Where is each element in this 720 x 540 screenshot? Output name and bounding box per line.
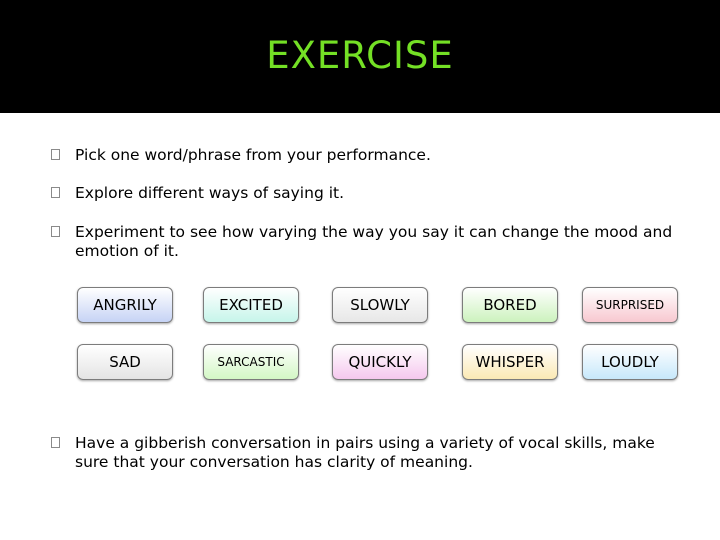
bullet-item xyxy=(51,223,691,261)
word-box-sad: SAD xyxy=(77,344,173,380)
bullet-text: Explore different ways of saying it. xyxy=(75,184,345,202)
word-box-angrily: ANGRILY xyxy=(77,287,173,323)
bullet-item xyxy=(51,184,691,203)
word-box-excited: EXCITED xyxy=(203,287,299,323)
word-box-whisper: WHISPER xyxy=(462,344,558,380)
bullet-text: Have a gibberish conversation in pairs using a variety of vocal skills, make sure that your conversation has clarity of meaning. xyxy=(75,434,655,471)
word-box-surprised: SURPRISED xyxy=(582,287,678,323)
bullet-text: Experiment to see how varying the way you say it can change the mood and emotion of it. xyxy=(75,223,673,260)
bullet-text: Pick one word/phrase from your performance. xyxy=(75,146,431,164)
word-box-quickly: QUICKLY xyxy=(332,344,428,380)
word-box-slowly: SLOWLY xyxy=(332,287,428,323)
bullet-marker-icon xyxy=(51,149,60,160)
slide-title: EXERCISE xyxy=(266,34,454,77)
bullet-marker-icon xyxy=(51,437,60,448)
bullet-marker-icon xyxy=(51,187,60,198)
word-box-bored: BORED xyxy=(462,287,558,323)
word-box-sarcastic: SARCASTIC xyxy=(203,344,299,380)
bullet-marker-icon xyxy=(51,226,60,237)
bullet-item xyxy=(51,434,691,472)
word-box-loudly: LOUDLY xyxy=(582,344,678,380)
bullet-item xyxy=(51,146,691,165)
